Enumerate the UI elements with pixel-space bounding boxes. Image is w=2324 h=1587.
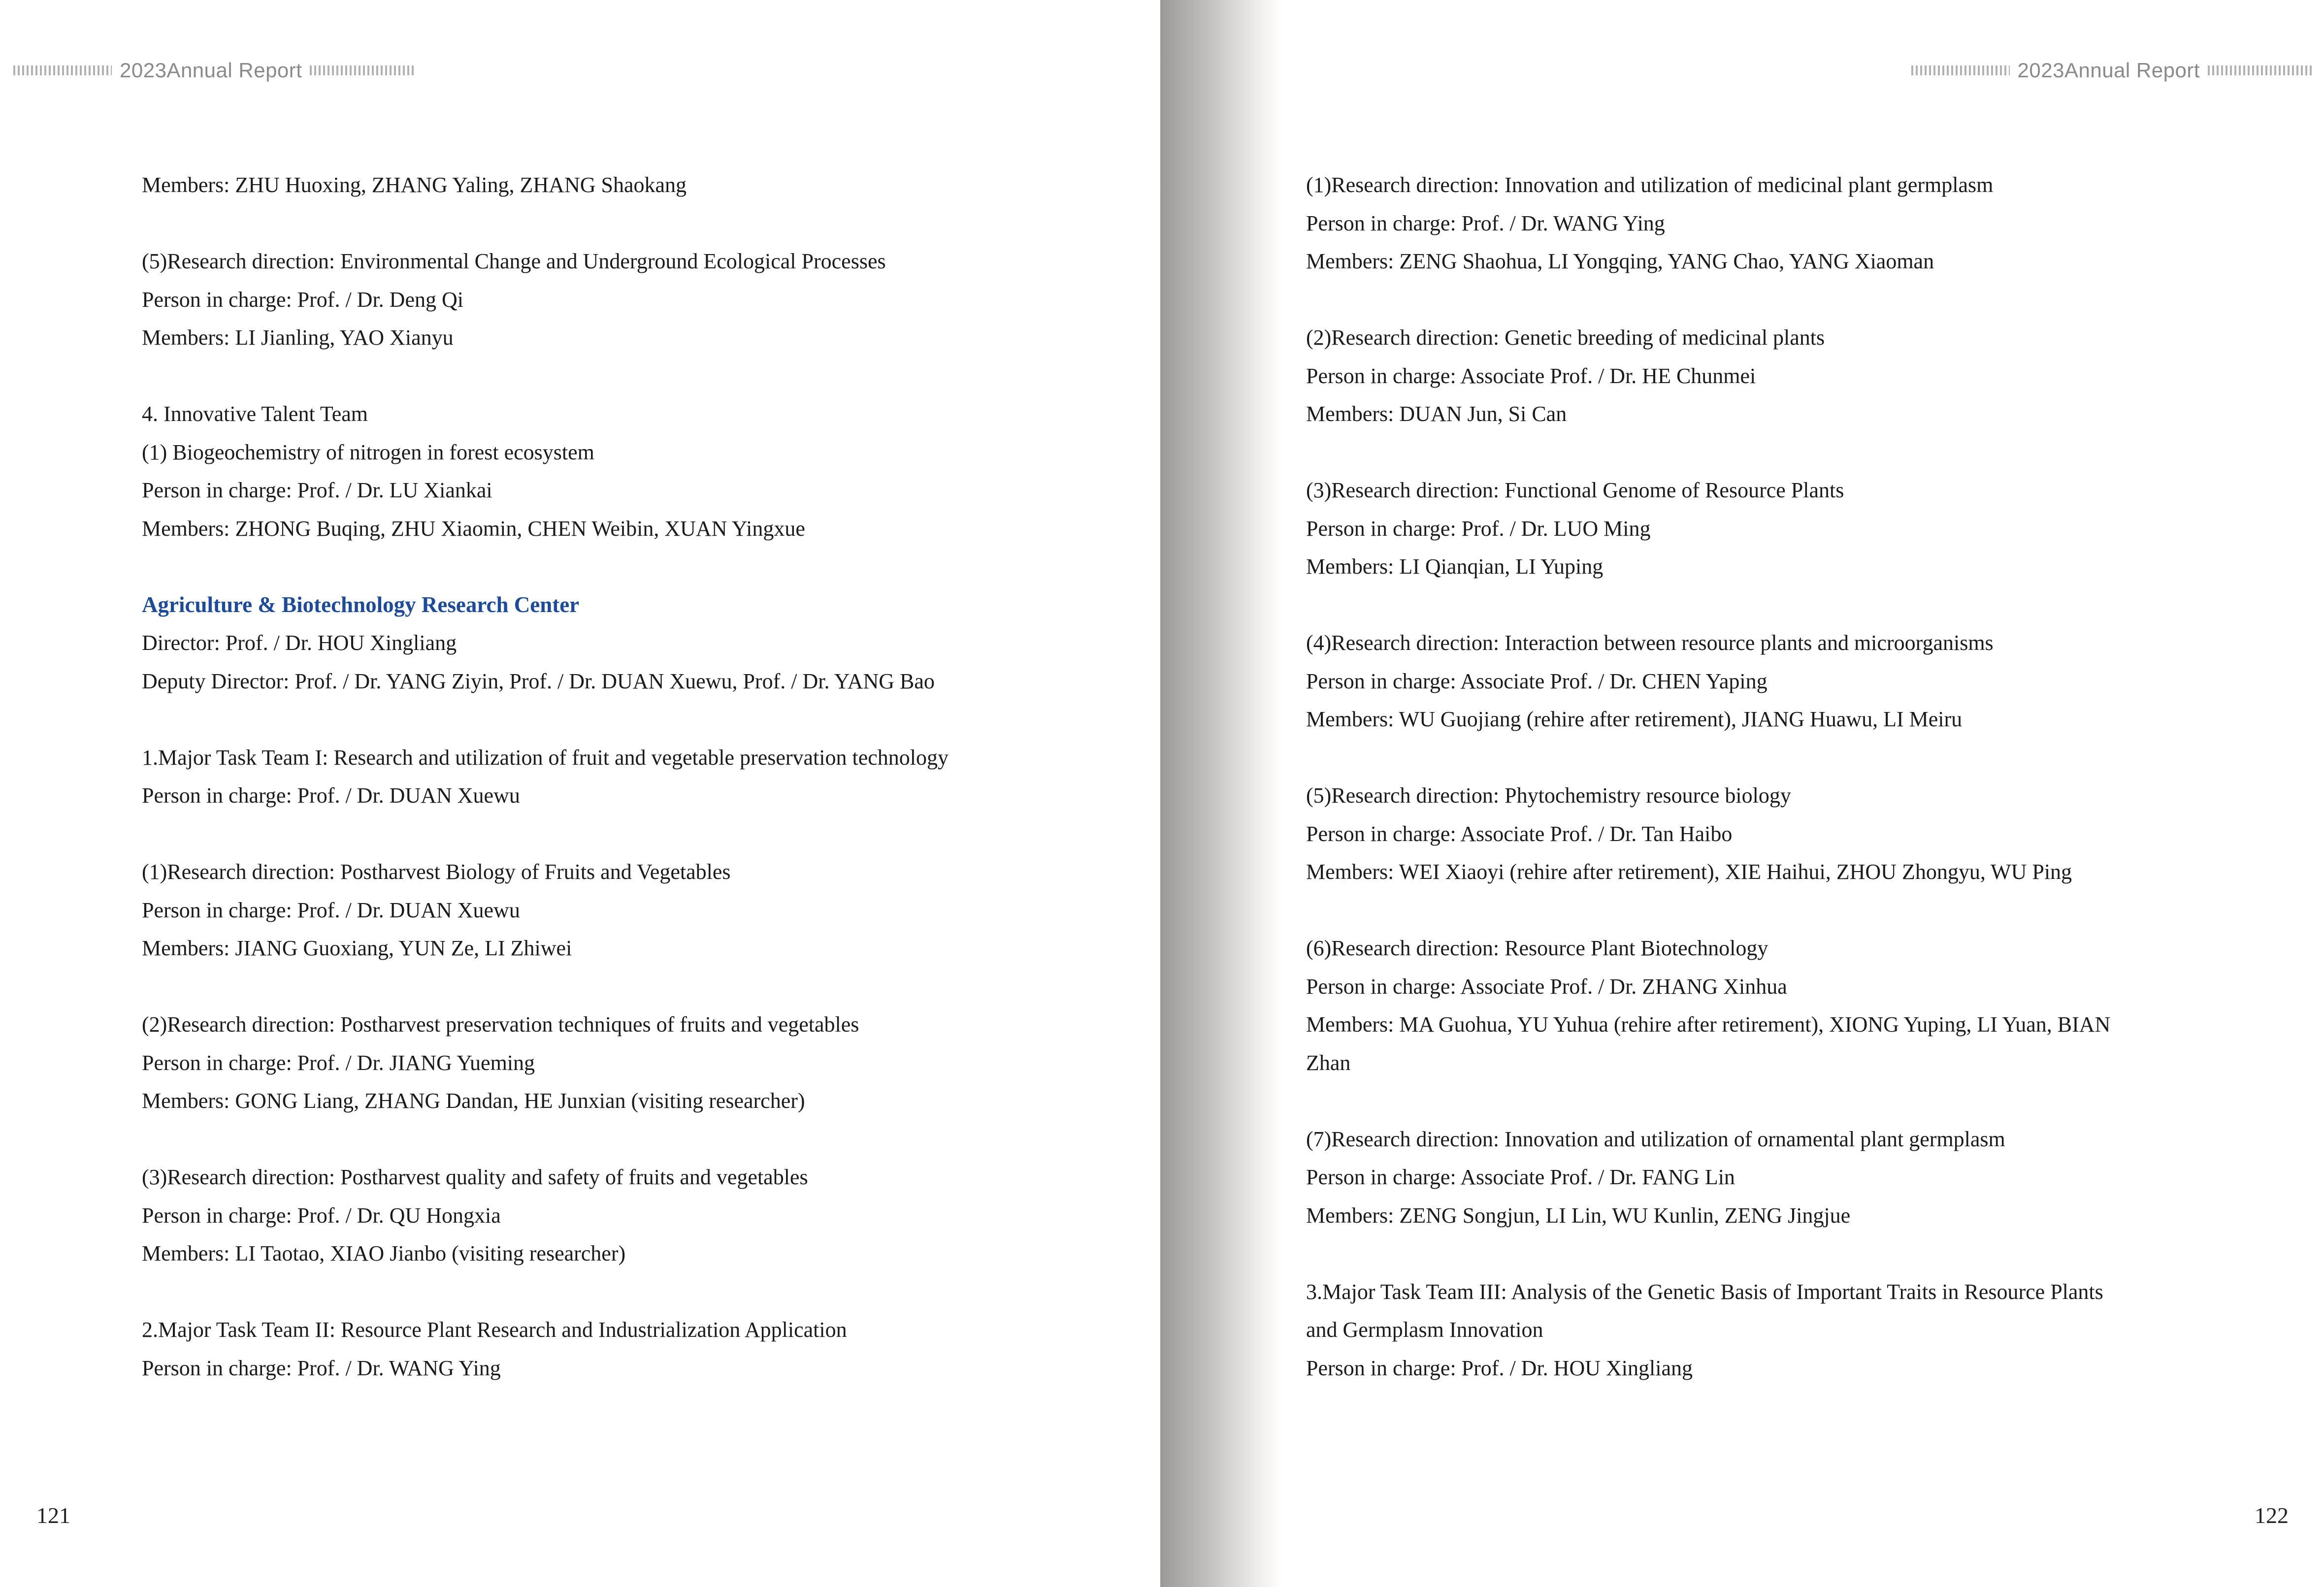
- header-dashes-left: [13, 65, 112, 75]
- text-line: Members: ZHU Huoxing, ZHANG Yaling, ZHANG Shaokang: [142, 173, 687, 197]
- header-dashes-left: [1911, 65, 2010, 75]
- text-line: [1306, 1234, 2110, 1273]
- text-line: [142, 815, 949, 853]
- page-number: 122: [2255, 1503, 2289, 1528]
- spine-shadow: [1160, 0, 1283, 1587]
- text-line: [142, 968, 949, 1006]
- text-line: Person in charge: Prof. / Dr. DUAN Xuewu: [142, 898, 520, 922]
- section-heading: Agriculture & Biotechnology Research Center: [142, 592, 580, 617]
- header-title: 2023Annual Report: [120, 59, 302, 82]
- text-line: (5)Research direction: Environmental Change and Underground Ecological Processes: [142, 249, 886, 273]
- text-line: (1) Biogeochemistry of nitrogen in forest ecosystem: [142, 440, 594, 464]
- text-line: Person in charge: Prof. / Dr. QU Hongxia: [142, 1203, 501, 1228]
- page-header-right: [1911, 57, 2312, 84]
- text-line: [142, 1120, 949, 1159]
- text-line: 2.Major Task Team II: Resource Plant Research and Industrialization Application: [142, 1318, 847, 1342]
- header-title: 2023Annual Report: [2017, 59, 2200, 82]
- text-line: Members: LI Jianling, YAO Xianyu: [142, 325, 454, 350]
- text-line: [1306, 586, 2110, 624]
- text-line: (3)Research direction: Postharvest quality and safety of fruits and vegetables: [142, 1165, 808, 1189]
- text-line: Zhan: [1306, 1050, 1351, 1075]
- header-dashes-right: [310, 65, 414, 75]
- text-line: Members: JIANG Guoxiang, YUN Ze, LI Zhiwei: [142, 936, 572, 960]
- text-line: (3)Research direction: Functional Genome of Resource Plants: [1306, 478, 1844, 502]
- text-line: Person in charge: Prof. / Dr. HOU Xingliang: [1306, 1356, 1693, 1380]
- text-line: 1.Major Task Team I: Research and utilization of fruit and vegetable preservation technology: [142, 745, 949, 770]
- text-line: Deputy Director: Prof. / Dr. YANG Ziyin, Prof. / Dr. DUAN Xuewu, Prof. / Dr. YANG Bao: [142, 669, 935, 693]
- text-line: [142, 548, 949, 586]
- page-body-left: [142, 166, 949, 1387]
- text-line: (5)Research direction: Phytochemistry resource biology: [1306, 783, 1791, 808]
- text-line: (1)Research direction: Postharvest Biology of Fruits and Vegetables: [142, 860, 731, 884]
- text-line: (7)Research direction: Innovation and utilization of ornamental plant germplasm: [1306, 1127, 2005, 1151]
- text-line: Members: DUAN Jun, Si Can: [1306, 402, 1567, 426]
- text-line: Person in charge: Associate Prof. / Dr. CHEN Yaping: [1306, 669, 1768, 693]
- text-line: and Germplasm Innovation: [1306, 1318, 1543, 1342]
- page-header-left: [13, 57, 414, 84]
- text-line: Members: GONG Liang, ZHANG Dandan, HE Junxian (visiting researcher): [142, 1089, 805, 1113]
- text-line: (1)Research direction: Innovation and utilization of medicinal plant germplasm: [1306, 173, 1994, 197]
- page-number: 121: [36, 1503, 70, 1528]
- text-line: Person in charge: Prof. / Dr. WANG Ying: [142, 1356, 501, 1380]
- text-line: Person in charge: Prof. / Dr. LUO Ming: [1306, 516, 1651, 541]
- page-body-right: [1306, 166, 2110, 1387]
- text-line: Members: MA Guohua, YU Yuhua (rehire after retirement), XIONG Yuping, LI Yuan, BIAN: [1306, 1012, 2111, 1036]
- text-line: [142, 204, 949, 243]
- text-line: [1306, 1082, 2110, 1120]
- text-line: Person in charge: Prof. / Dr. Deng Qi: [142, 287, 463, 312]
- text-line: (6)Research direction: Resource Plant Biotechnology: [1306, 936, 1768, 960]
- text-line: [1306, 433, 2110, 472]
- text-line: 4. Innovative Talent Team: [142, 402, 368, 426]
- text-line: Person in charge: Associate Prof. / Dr. Tan Haibo: [1306, 821, 1733, 846]
- text-line: Members: LI Taotao, XIAO Jianbo (visiting researcher): [142, 1241, 626, 1265]
- text-line: Members: ZENG Songjun, LI Lin, WU Kunlin, ZENG Jingjue: [1306, 1203, 1851, 1228]
- text-line: [142, 357, 949, 395]
- text-line: (4)Research direction: Interaction between resource plants and microorganisms: [1306, 631, 1994, 655]
- text-line: Person in charge: Prof. / Dr. JIANG Yueming: [142, 1050, 535, 1075]
- text-line: Person in charge: Associate Prof. / Dr. FANG Lin: [1306, 1165, 1735, 1189]
- text-line: [1306, 281, 2110, 319]
- header-dashes-right: [2208, 65, 2312, 75]
- text-line: [142, 1273, 949, 1311]
- text-line: [142, 700, 949, 739]
- text-line: (2)Research direction: Postharvest preservation techniques of fruits and vegetables: [142, 1012, 859, 1036]
- text-line: [1306, 891, 2110, 930]
- text-line: [1306, 739, 2110, 777]
- text-line: 3.Major Task Team III: Analysis of the Genetic Basis of Important Traits in Resource Plants: [1306, 1279, 2103, 1304]
- text-line: Person in charge: Prof. / Dr. WANG Ying: [1306, 211, 1665, 235]
- text-line: Person in charge: Prof. / Dr. LU Xiankai: [142, 478, 492, 502]
- text-line: Members: ZHONG Buqing, ZHU Xiaomin, CHEN Weibin, XUAN Yingxue: [142, 516, 805, 541]
- text-line: Members: ZENG Shaohua, LI Yongqing, YANG Chao, YANG Xiaoman: [1306, 249, 1934, 273]
- text-line: Members: WU Guojiang (rehire after retirement), JIANG Huawu, LI Meiru: [1306, 707, 1963, 731]
- text-line: Person in charge: Prof. / Dr. DUAN Xuewu: [142, 783, 520, 808]
- text-line: Director: Prof. / Dr. HOU Xingliang: [142, 631, 457, 655]
- text-line: Person in charge: Associate Prof. / Dr. HE Chunmei: [1306, 363, 1756, 388]
- text-line: Members: LI Qianqian, LI Yuping: [1306, 554, 1604, 579]
- text-line: Person in charge: Associate Prof. / Dr. ZHANG Xinhua: [1306, 974, 1787, 999]
- text-line: Members: WEI Xiaoyi (rehire after retirement), XIE Haihui, ZHOU Zhongyu, WU Ping: [1306, 860, 2072, 884]
- text-line: (2)Research direction: Genetic breeding of medicinal plants: [1306, 325, 1825, 350]
